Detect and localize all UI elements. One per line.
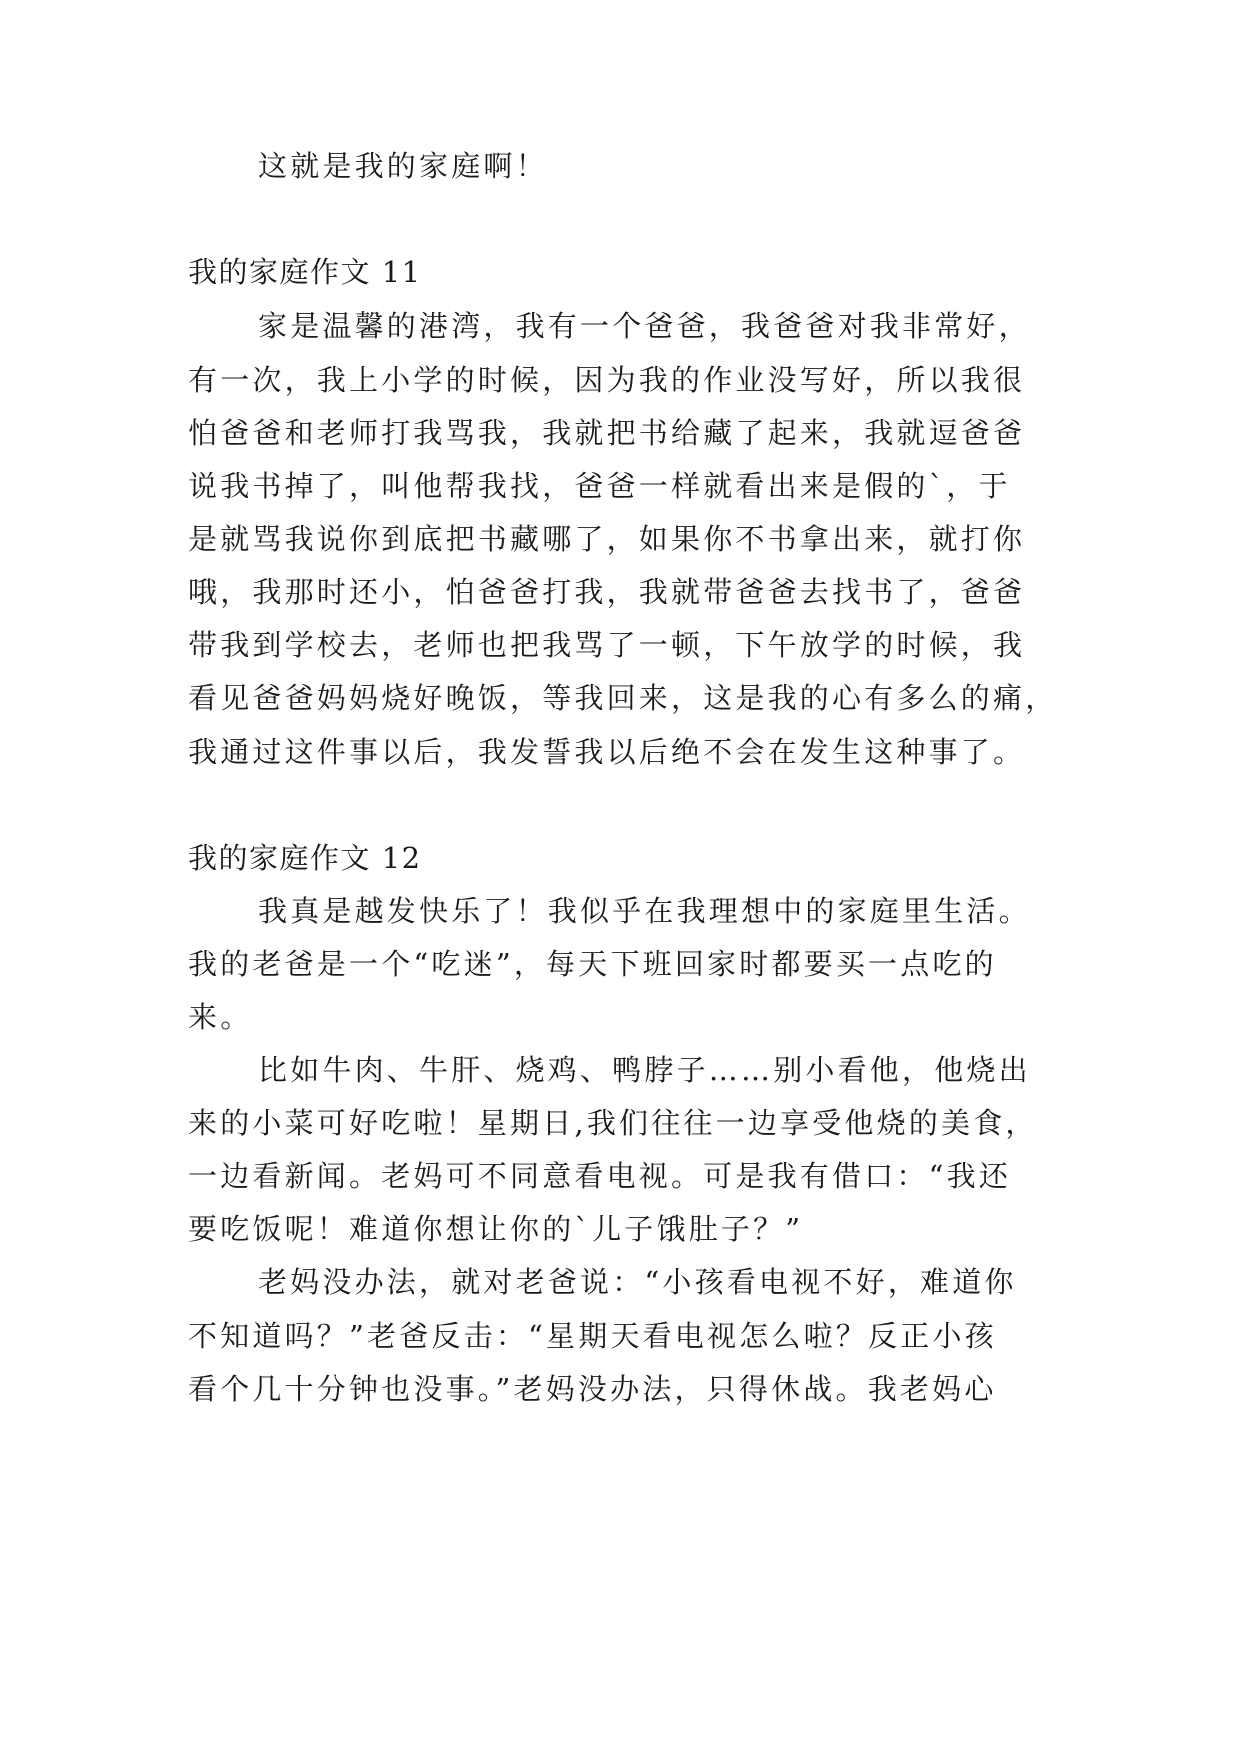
text-line: 说我书掉了，叫他帮我找，爸爸一样就看出来是假的`，于 [188,469,1011,503]
text-line: 家是温馨的港湾，我有一个爸爸，我爸爸对我非常好， [258,309,1031,343]
text-line: 要吃饭呢！难道你想让你的`儿子饿肚子？” [188,1212,804,1246]
text-line: 带我到学校去，老师也把我骂了一顿，下午放学的时候，我 [188,628,1026,662]
text-line: 看见爸爸妈妈烧好晚饭，等我回来，这是我的心有多么的痛， [188,681,1058,715]
section-heading: 我的家庭作文 12 [188,841,422,875]
section-heading: 我的家庭作文 11 [188,255,422,289]
text-line: 老妈没办法，就对老爸说：“小孩看电视不好，难道你 [258,1265,1017,1299]
text-line: 看个几十分钟也没事。”老妈没办法，只得休战。我老妈心 [188,1372,997,1406]
text-line: 是就骂我说你到底把书藏哪了，如果你不书拿出来，就打你 [188,522,1026,556]
text-line: 我的老爸是一个“吃迷”，每天下班回家时都要买一点吃的 [188,947,997,981]
text-line: 哦，我那时还小，怕爸爸打我，我就带爸爸去找书了，爸爸 [188,575,1026,609]
text-line: 比如牛肉、牛肝、烧鸡、鸭脖子……别小看他，他烧出 [258,1053,1031,1087]
text-line: 怕爸爸和老师打我骂我，我就把书给藏了起来，我就逗爸爸 [188,416,1026,450]
text-line: 有一次，我上小学的时候，因为我的作业没写好，所以我很 [188,363,1026,397]
text-line: 我通过这件事以后，我发誓我以后绝不会在发生这种事了。 [188,735,1026,769]
text-line: 来的小菜可好吃啦！星期日,我们往往一边享受他烧的美食， [188,1106,1038,1140]
text-line: 不知道吗？”老爸反击：“星期天看电视怎么啦？反正小孩 [188,1319,997,1353]
text-line: 这就是我的家庭啊！ [258,149,548,183]
text-line: 我真是越发快乐了！我似乎在我理想中的家庭里生活。 [258,894,1031,928]
text-line: 来。 [188,1000,253,1034]
text-line: 一边看新闻。老妈可不同意看电视。可是我有借口：“我还 [188,1159,1012,1193]
